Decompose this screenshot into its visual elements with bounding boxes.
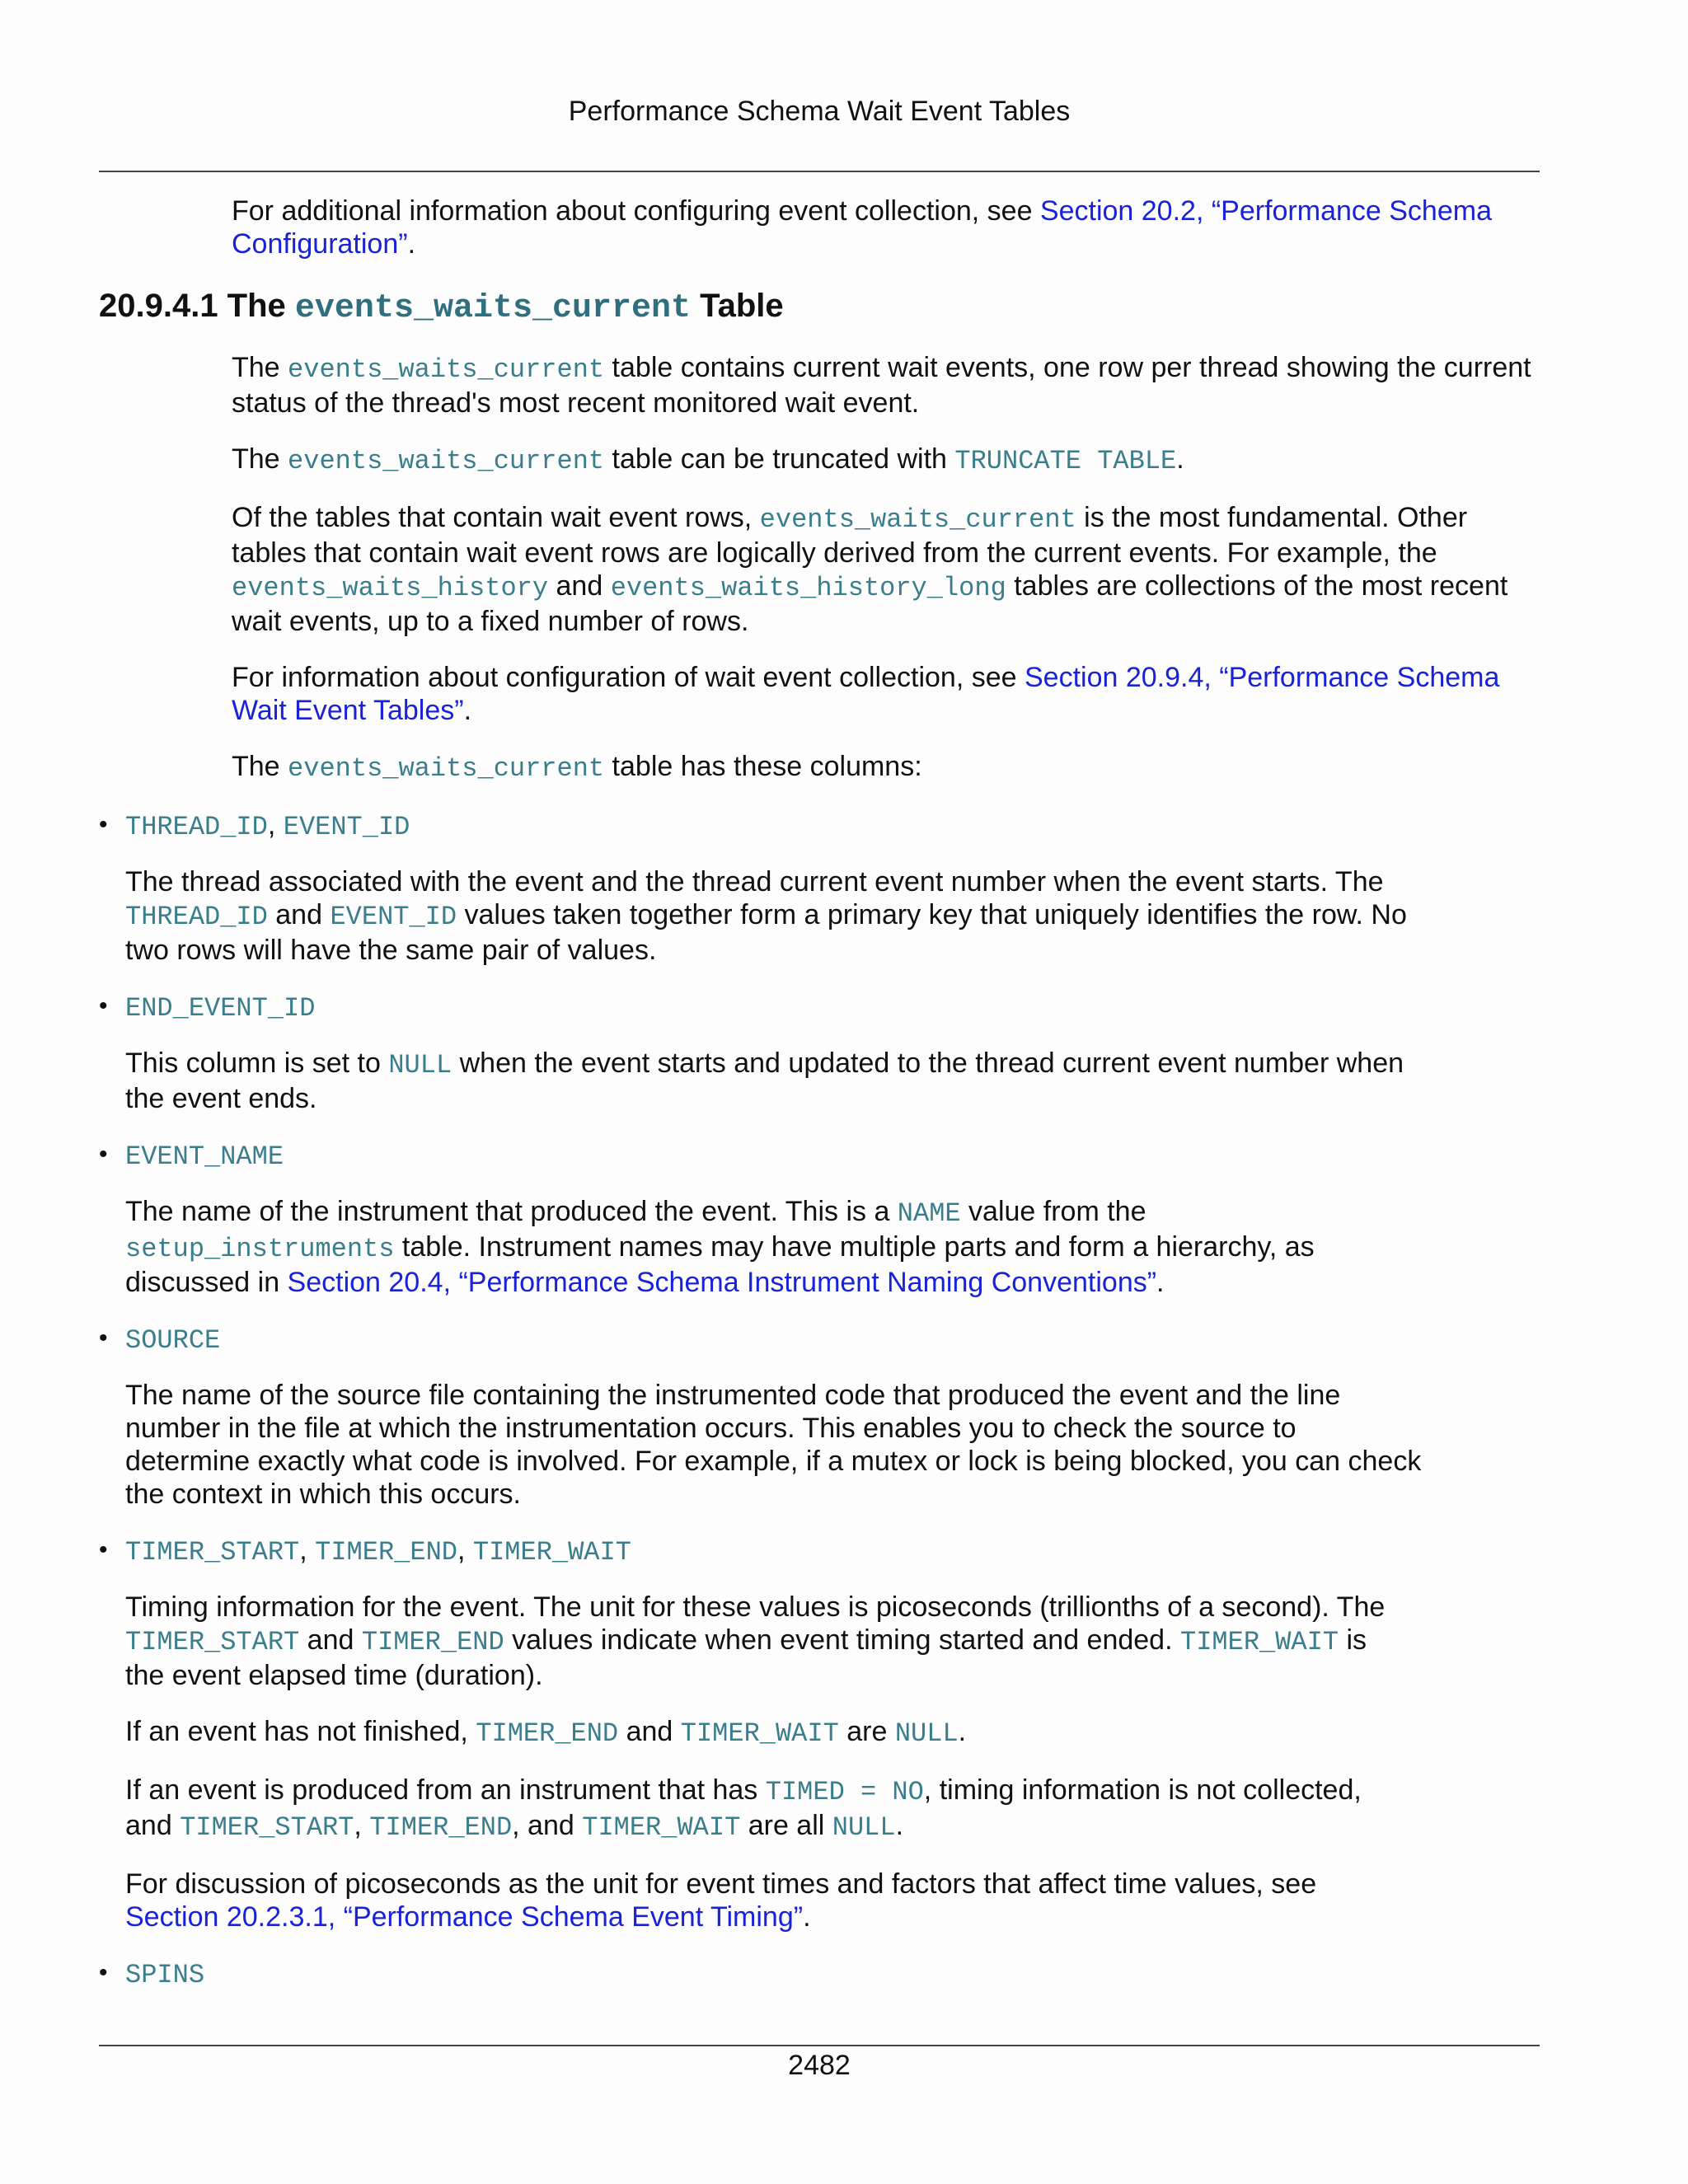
text: , (267, 809, 284, 841)
description-paragraph (125, 1047, 1550, 1115)
link-text: Configuration” (232, 228, 408, 260)
code-timed-no: TIMED = NO (765, 1777, 924, 1807)
text: status of the thread's most recent monitored wait event. (232, 387, 920, 419)
text: two rows will have the same pair of values. (125, 935, 657, 966)
text: The (232, 352, 288, 383)
code-events-waits-current: events_waits_current (288, 446, 605, 476)
text: If an event has not finished, (125, 1716, 476, 1747)
text: The (232, 443, 288, 475)
list-item-source (99, 1322, 1550, 1511)
description-paragraph (125, 1774, 1550, 1844)
column-description (125, 1195, 1550, 1299)
paragraph-1 (232, 351, 1550, 419)
description-paragraph (125, 1591, 1550, 1692)
list-item-timer (99, 1534, 1550, 1933)
footer-rule (99, 2045, 1540, 2046)
code-thread-id: THREAD_ID (125, 902, 268, 932)
code-timer-wait: TIMER_WAIT (472, 1537, 631, 1568)
text: the event elapsed time (duration). (125, 1660, 543, 1691)
code-source: SOURCE (125, 1325, 221, 1356)
text: . (463, 695, 472, 726)
code-timer-wait: TIMER_WAIT (680, 1718, 839, 1749)
code-timer-start: TIMER_START (125, 1537, 300, 1568)
link-text: Wait Event Tables” (232, 695, 464, 726)
code-timer-start: TIMER_START (125, 1627, 300, 1657)
text: The name of the instrument that produced the event. This is a (125, 1196, 898, 1227)
column-description (125, 1591, 1550, 1933)
bullet-icon: • (99, 1324, 108, 1352)
code-timer-end: TIMER_END (361, 1627, 504, 1657)
column-term (125, 808, 1550, 844)
intro-paragraph (232, 194, 1550, 260)
text: table. Instrument names may have multiple parts and form a hierarchy, as (394, 1231, 1315, 1263)
text: table can be truncated with (604, 443, 955, 475)
page-body (99, 194, 1550, 2013)
column-description (125, 1379, 1550, 1511)
text: are (838, 1716, 895, 1747)
text: the event ends. (125, 1083, 317, 1114)
code-events-waits-history: events_waits_history (232, 573, 549, 603)
text: If an event is produced from an instrument that has (125, 1774, 766, 1806)
link-text: Section 20.2, “Performance Schema (1039, 195, 1492, 227)
column-description (125, 865, 1550, 967)
code-events-waits-current: events_waits_current (759, 504, 1076, 535)
text: table has these columns: (604, 751, 922, 782)
column-list (99, 808, 1550, 1992)
text: and (548, 570, 611, 602)
code-events-waits-current: events_waits_current (288, 753, 605, 784)
text: values indicate when event timing started and ended. (504, 1624, 1180, 1656)
code-timer-wait: TIMER_WAIT (1180, 1627, 1339, 1657)
text: This column is set to (125, 1047, 389, 1079)
column-term (125, 1138, 1550, 1174)
text: For information about configuration of wait event collection, see (232, 662, 1025, 693)
column-term (125, 990, 1550, 1025)
code-timer-end: TIMER_END (369, 1812, 513, 1843)
code-name: NAME (897, 1198, 961, 1229)
description-paragraph (125, 1195, 1550, 1299)
page-number: 2482 (788, 2050, 851, 2081)
code-event-id: EVENT_ID (283, 812, 410, 842)
text: wait events, up to a fixed number of rows. (232, 606, 749, 637)
paragraph-5 (232, 750, 1550, 785)
text: For additional information about configuring event collection, see (232, 195, 1040, 227)
text: , timing information is not collected, (923, 1774, 1362, 1806)
paragraph-2 (232, 443, 1550, 478)
running-header: Performance Schema Wait Event Tables (568, 96, 1071, 127)
code-null: NULL (388, 1050, 452, 1080)
paragraph-3 (232, 501, 1550, 638)
text: . (1156, 1267, 1165, 1298)
bullet-icon: • (99, 811, 108, 838)
text: is the most fundamental. Other (1076, 502, 1468, 533)
paragraph-4 (232, 661, 1550, 727)
code-truncate-table: TRUNCATE TABLE (954, 446, 1177, 476)
text: determine exactly what code is involved. For example, if a mutex or lock is being blocked, you can check (125, 1446, 1422, 1477)
link-section-20-2-3-1[interactable]: Section 20.2.3.1, “Performance Schema Event Timing” (125, 1901, 804, 1933)
text: The (232, 751, 288, 782)
text: , (299, 1535, 316, 1566)
code-timer-end: TIMER_END (476, 1718, 619, 1749)
text: and (267, 899, 331, 930)
text: discussed in (125, 1267, 288, 1298)
column-description (125, 1047, 1550, 1115)
list-item-end-event-id (99, 990, 1550, 1115)
text: the context in which this occurs. (125, 1479, 522, 1510)
code-null: NULL (894, 1718, 959, 1749)
list-item-spins (99, 1957, 1550, 1992)
code-null: NULL (832, 1812, 896, 1843)
description-paragraph (125, 1715, 1550, 1750)
code-spins: SPINS (125, 1960, 205, 1990)
code-timer-start: TIMER_START (180, 1812, 354, 1843)
text: Timing information for the event. The unit for these values is picoseconds (trillionths of a second). The (125, 1591, 1386, 1623)
bullet-icon: • (99, 1536, 108, 1563)
text: value from the (960, 1196, 1146, 1227)
text: , and (512, 1810, 583, 1841)
text: tables are collections of the most recent (1006, 570, 1508, 602)
column-term (125, 1957, 1550, 1992)
text: table contains current wait events, one row per thread showing the current (604, 352, 1531, 383)
code-event-id: EVENT_ID (330, 902, 457, 932)
text: and (299, 1624, 362, 1656)
code-event-name: EVENT_NAME (125, 1141, 284, 1172)
text: and (125, 1810, 181, 1841)
text: , (354, 1810, 370, 1841)
code-end-event-id: END_EVENT_ID (125, 993, 316, 1024)
header-rule (99, 171, 1540, 172)
column-term (125, 1322, 1550, 1357)
text: tables that contain wait event rows are logically derived from the current events. For example, the (232, 537, 1437, 569)
text: . (407, 228, 416, 260)
text: number in the file at which the instrumentation occurs. This enables you to check the source to (125, 1413, 1296, 1444)
text: are all (740, 1810, 832, 1841)
link-text: Section 20.9.4, “Performance Schema (1024, 662, 1500, 693)
text: . (895, 1810, 904, 1841)
heading-suffix: Table (691, 288, 784, 324)
text: and (618, 1716, 681, 1747)
description-paragraph (125, 1379, 1550, 1511)
heading-table-name: events_waits_current (294, 290, 691, 327)
code-timer-end: TIMER_END (315, 1537, 457, 1568)
text: . (958, 1716, 967, 1747)
text: when the event starts and updated to the thread current event number when (452, 1047, 1404, 1079)
text: . (1176, 443, 1184, 475)
text: values taken together form a primary key that uniquely identifies the row. No (457, 899, 1407, 930)
text: , (457, 1535, 473, 1566)
section-heading (99, 284, 1550, 331)
code-thread-id: THREAD_ID (125, 812, 268, 842)
text: For discussion of picoseconds as the unit for event times and factors that affect time values, see (125, 1868, 1317, 1900)
code-setup-instruments: setup_instruments (125, 1234, 395, 1264)
description-paragraph (125, 1868, 1550, 1933)
text: . (803, 1901, 811, 1933)
bullet-icon: • (99, 992, 108, 1019)
text: The thread associated with the event and the thread current event number when the event starts. The (125, 866, 1384, 898)
bullet-icon: • (99, 1141, 108, 1168)
description-paragraph (125, 865, 1550, 967)
code-timer-wait: TIMER_WAIT (582, 1812, 741, 1843)
text: The name of the source file containing the instrumented code that produced the event and the line (125, 1380, 1341, 1411)
link-section-20-4[interactable]: Section 20.4, “Performance Schema Instrument Naming Conventions” (287, 1267, 1157, 1298)
column-term (125, 1534, 1550, 1569)
heading-number: 20.9.4.1 The (99, 288, 295, 324)
text: Of the tables that contain wait event rows, (232, 502, 760, 533)
code-events-waits-current: events_waits_current (288, 354, 605, 385)
list-item-event-name (99, 1138, 1550, 1299)
text: is (1339, 1624, 1367, 1656)
bullet-icon: • (99, 1959, 108, 1986)
code-events-waits-history-long: events_waits_history_long (610, 573, 1006, 603)
list-item-thread-id (99, 808, 1550, 967)
